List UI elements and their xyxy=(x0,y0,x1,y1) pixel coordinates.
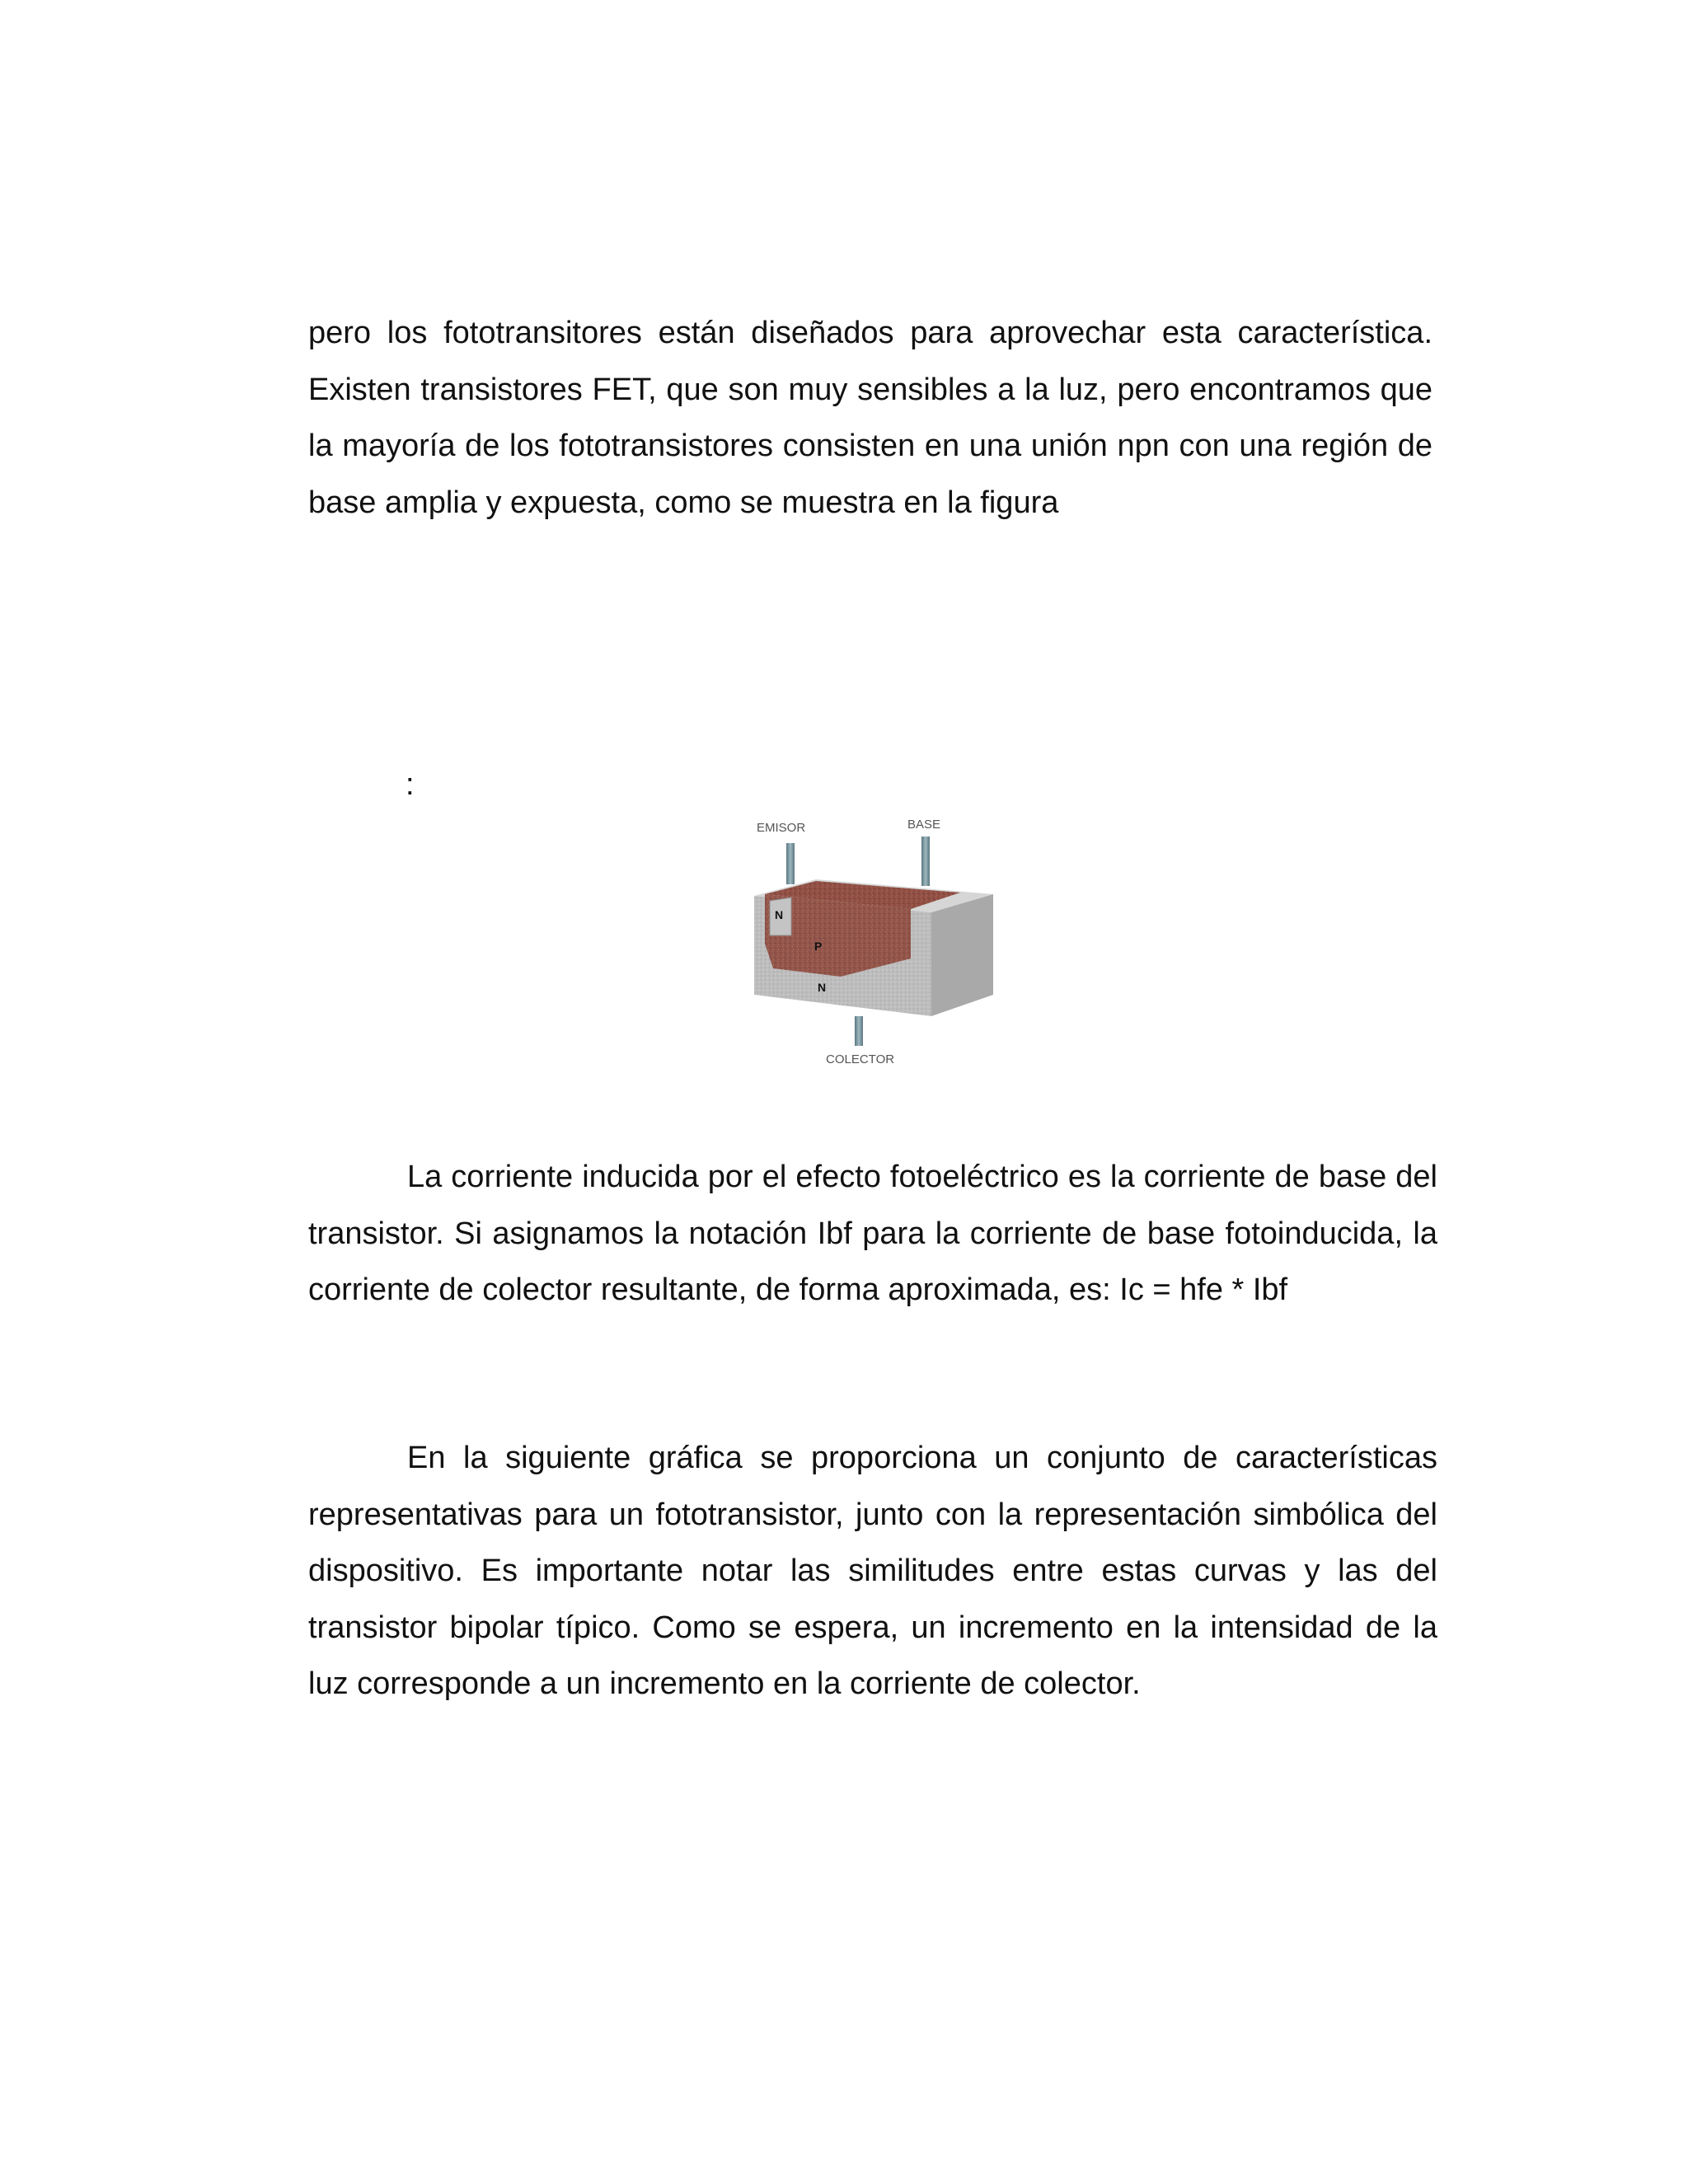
n-collector-label: N xyxy=(818,981,827,994)
phototransistor-diagram xyxy=(742,812,1014,1076)
base-terminal xyxy=(921,837,930,886)
block-right-face xyxy=(931,894,993,1016)
emisor-label: EMISOR xyxy=(757,821,806,835)
base-label: BASE xyxy=(907,818,941,832)
n-emitter-label: N xyxy=(775,908,784,921)
phototransistor-figure xyxy=(742,812,1014,1080)
paragraph-current: La corriente inducida por el efecto fotoeléctrico es la corriente de base del transistor. Si asignamos la notación Ibf para la corriente de base fotoinducida, la corriente de colector resultante, de forma aproximada, es: Ic = hfe * Ibf xyxy=(308,1160,1437,1307)
p-base-label: P xyxy=(814,940,823,953)
colon-mark: : xyxy=(406,767,415,802)
paragraph-characteristics: En la siguiente gráfica se proporciona un conjunto de características representativas para un fototransistor, junto con la representación simbólica del dispositivo. Es importante notar las similitudes entre estas curvas y las del transistor bipolar típico. Como se espera, un incremento en la intensidad de la luz corresponde a un incremento en la corriente de colector. xyxy=(308,1441,1437,1701)
paragraph-intro: pero los fototransitores están diseñados para aprovechar esta característica. Existen transistores FET, que son muy sensibles a la luz, pero encontramos que la mayoría de los fototransistores consisten en una unión npn con una región de base amplia y expuesta, como se muestra en la figura xyxy=(308,316,1432,520)
colector-label: COLECTOR xyxy=(826,1052,895,1066)
collector-terminal xyxy=(855,1016,863,1046)
emitter-terminal xyxy=(786,843,795,884)
